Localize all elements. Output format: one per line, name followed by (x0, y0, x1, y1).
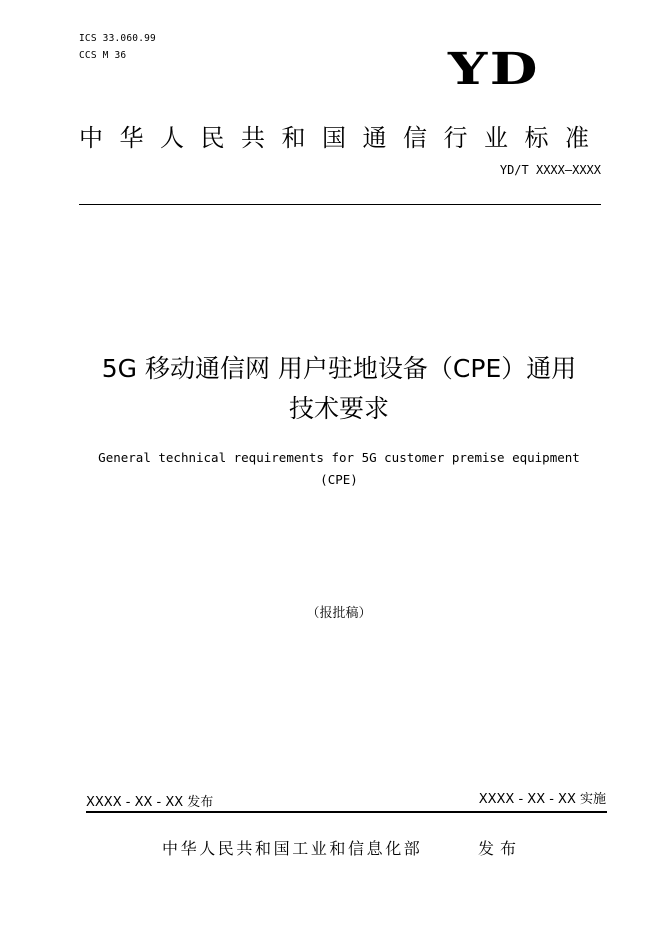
yd-logo: YD (448, 44, 540, 95)
footer-divider (86, 811, 607, 813)
ics-code: ICS 33.060.99 (79, 33, 156, 44)
header-divider (79, 204, 601, 205)
publish-label: 发布 (478, 839, 523, 858)
implement-date: XXXX - XX - XX 实施 (478, 792, 606, 807)
standard-code: YD/T XXXX—XXXX (499, 163, 601, 177)
title-chinese-line-2: 技术要求 (288, 394, 389, 423)
standard-name: 中华人民共和国通信行业标准 (79, 124, 606, 152)
ccs-code: CCS M 36 (79, 50, 127, 61)
draft-status: （报批稿） (306, 606, 372, 621)
publish-date: XXXX - XX - XX 发布 (86, 795, 214, 810)
title-english-line-1: General technical requirements for 5G customer premise equipment (98, 450, 580, 465)
title-english-line-2: (CPE) (320, 472, 358, 487)
publisher-name: 中华人民共和国工业和信息化部 (162, 839, 423, 858)
title-chinese-line-1: 5G 移动通信网 用户驻地设备（CPE）通用 (101, 354, 577, 383)
